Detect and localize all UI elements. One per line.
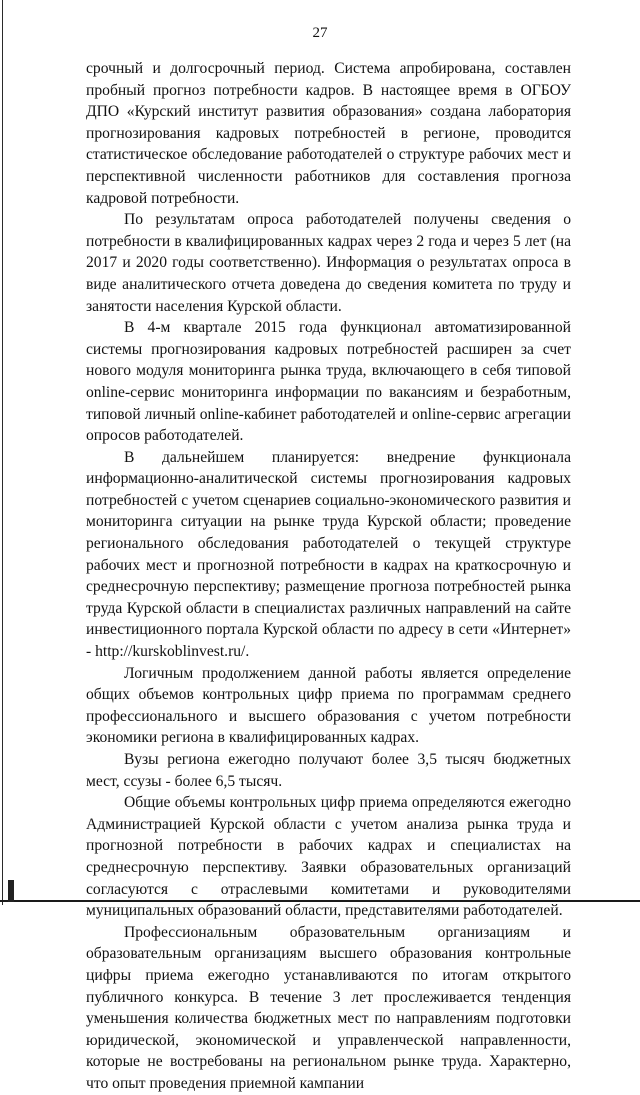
paragraph-5: Логичным продолжением данной работы является определение общих объемов контрольных цифр приема по программам среднего профессионального и высшего образования с учетом потребности экономики региона в квалифицированных кадрах. bbox=[86, 664, 571, 747]
scan-left-edge bbox=[2, 0, 3, 905]
page-number: 27 bbox=[312, 25, 328, 41]
paragraph-3: В 4-м квартале 2015 года функционал автоматизированной системы прогнозирования кадровых потребностей расширен за счет нового модуля мониторинга рынка труда, включающего в себя типовой online-сервис мониторинга информации по вакансиям и безработным, типовой личный online-кабинет работодателей и online-сервис агрегации опросов работодателей. bbox=[86, 319, 571, 445]
document-body bbox=[86, 58, 571, 1095]
paragraph-6: Вузы региона ежегодно получают более 3,5 тысяч бюджетных мест, ссузы - более 6,5 тысяч. bbox=[86, 751, 571, 790]
paragraph-4: В дальнейшем планируется: внедрение функционала информационно-аналитической системы прогнозирования кадровых потребностей с учетом сценариев социально-экономического развития и мониторинга ситуации на рынке труда Курской области; проведение регионального обследования работодателей о текущей структуре рабочих мест и прогнозной потребности в кадрах на краткосрочную и среднесрочную перспективу; размещение прогноза потребностей рынка труда Курской области в специалистах различных направлений на сайте инвестиционного портала Курской области по адресу в сети «Интернет» - http://kurskoblinvest.ru/. bbox=[86, 448, 571, 661]
paragraph-8: Профессиональным образовательным организациям и образовательным организациям высшего образования контрольные цифры приема ежегодно устанавливаются по итогам открытого публичного конкурса. В течение 3 лет прослеживается тенденция уменьшения количества бюджетных мест по направлениям подготовки юридической, экономической и управленческой направленности, которые не востребованы на региональном рынке труда. Характерно, что опыт проведения приемной кампании bbox=[86, 923, 571, 1092]
paragraph-2: По результатам опроса работодателей получены сведения о потребности в квалифицированных кадрах через 2 года и через 5 лет (на 2017 и 2020 годы соответственно). Информация о результатах опроса в виде аналитического отчета доведена до сведения комитета по труду и занятости населения Курской области. bbox=[86, 211, 571, 315]
paragraph-7: Общие объемы контрольных цифр приема определяются ежегодно Администрацией Курской области с учетом анализа рынка труда и прогнозной потребности в рабочих кадрах и специалистах на среднесрочную перспективу. Заявки образовательных организаций согласуются с отраслевыми комитетами и руководителями муниципальных образований области, представителями работодателей. bbox=[86, 794, 571, 920]
paragraph-1: срочный и долгосрочный период. Система апробирована, составлен пробный прогноз потребности кадров. В настоящее время в ОГБОУ ДПО «Курский институт развития образования» создана лаборатория прогнозирования кадровых потребностей в регионе, проводится статистическое обследование работодателей о структуре рабочих мест и перспективной численности работников для составления прогноза кадровой потребности. bbox=[86, 60, 571, 207]
scan-corner-mark bbox=[8, 880, 14, 902]
